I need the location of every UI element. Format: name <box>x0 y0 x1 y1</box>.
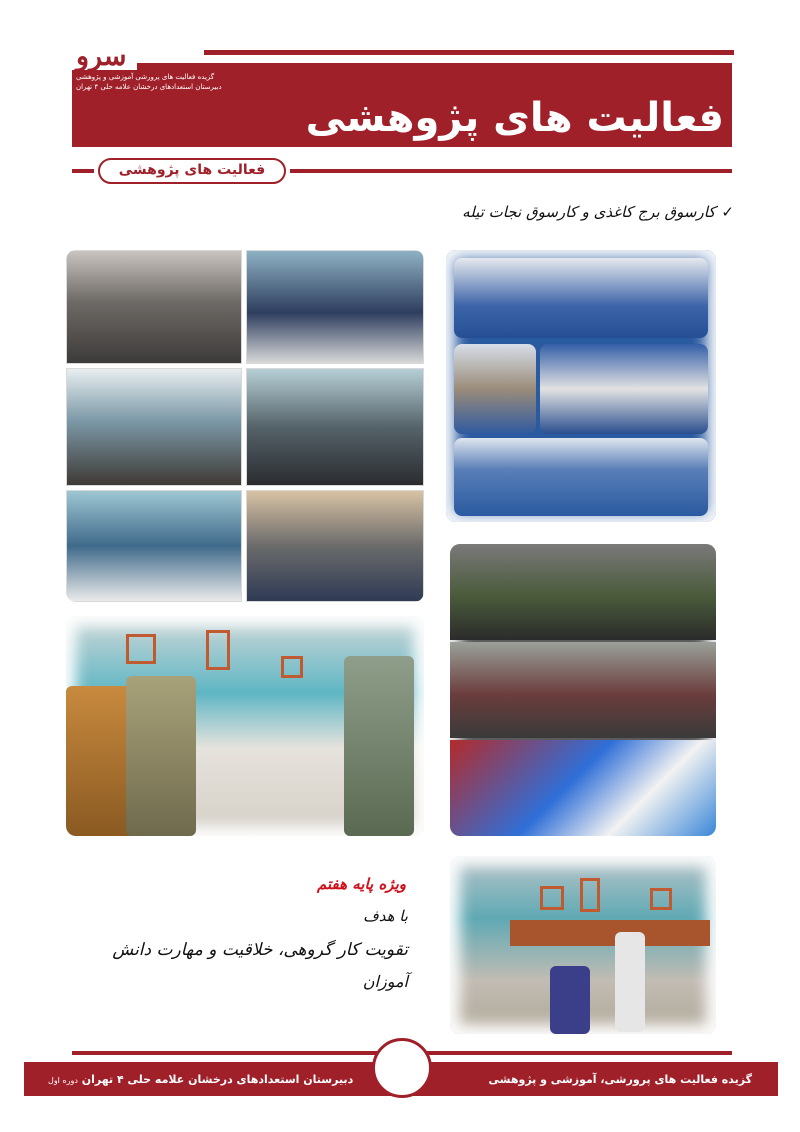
mural-frame-photo <box>66 616 424 836</box>
footer-school-text: دبیرستان استعدادهای درخشان علامه حلی ۴ تهران <box>81 1073 354 1086</box>
photo-tile <box>246 490 424 602</box>
photo-tile <box>126 676 196 836</box>
photo-tile <box>66 250 242 364</box>
photo-tile <box>246 368 424 486</box>
goal-text-line-1: تقویت کار گروهی، خلاقیت و مهارت دانش <box>112 940 408 960</box>
photo-tile <box>450 642 716 738</box>
check-icon: ✓ <box>721 203 734 221</box>
photo-tile <box>344 656 414 836</box>
footer-summary: گزیده فعالیت های پرورشی، آموزشی و پژوهشی <box>488 1073 752 1086</box>
footer-circle <box>372 1038 432 1098</box>
footer-school-name <box>48 1073 353 1086</box>
photo-tile <box>450 544 716 640</box>
goal-label: با هدف <box>363 907 408 925</box>
header-small-line-2: دبیرستان استعدادهای درخشان علامه حلی ۴ تهران <box>76 83 222 91</box>
photo-tile <box>454 258 708 338</box>
photo-tile <box>66 490 242 602</box>
photo-tile <box>454 344 536 434</box>
page-title: فعالیت های پژوهشی <box>305 95 724 141</box>
photo-tile <box>454 438 708 516</box>
subtitle-pill <box>98 158 286 184</box>
grade-label: ویژه پایه هفتم <box>317 875 406 893</box>
photo-tile <box>540 344 708 434</box>
header-top-line <box>204 50 734 55</box>
photo-tile <box>246 250 424 364</box>
goal-text-line-2: آموزان <box>362 972 408 991</box>
photo-tile <box>450 740 716 836</box>
floor-activity-collage <box>446 250 716 522</box>
subtitle-text: فعالیت های پژوهشی <box>118 162 266 178</box>
photo-tile <box>66 368 242 486</box>
outdoor-activity-collage <box>450 544 716 836</box>
subtitle-line-left <box>72 169 94 173</box>
header-small-line-1: گزیده فعالیت های پرورشی آموزشی و پژوهشی <box>76 73 215 81</box>
subtitle-line-right <box>290 169 732 173</box>
section-heading-text: کارسوق برج کاغذی و کارسوق نجات تیله <box>462 203 716 221</box>
mural-construction-photo <box>450 856 716 1034</box>
footer-period-text: دوره اول <box>48 1076 78 1085</box>
group-photo-collage <box>66 250 424 602</box>
section-heading <box>462 203 734 221</box>
logo-text: سرو <box>72 44 137 70</box>
